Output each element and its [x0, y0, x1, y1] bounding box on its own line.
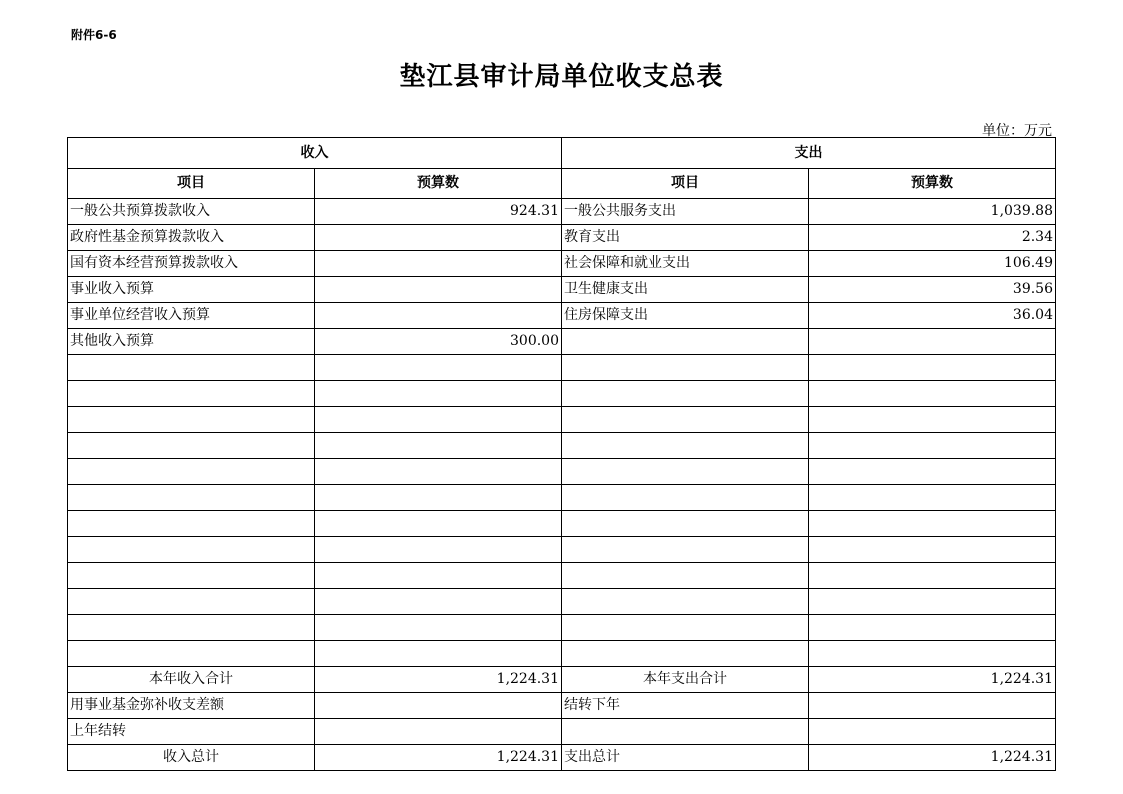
year-total-row: [68, 667, 1056, 693]
expense-item-cell: [562, 615, 809, 641]
income-amount-cell: [315, 277, 562, 303]
income-item-cell: 事业收入预算: [68, 277, 315, 303]
expense-amount-cell: 1,039.88: [809, 199, 1056, 225]
income-amount-cell: [315, 563, 562, 589]
last-year-value: [315, 719, 562, 745]
expense-item-cell: 教育支出: [562, 225, 809, 251]
income-amount-cell: [315, 225, 562, 251]
expense-amount-cell: [809, 511, 1056, 537]
expense-item-header: 项目: [562, 169, 809, 199]
expense-item-cell: 一般公共服务支出: [562, 199, 809, 225]
income-amount-cell: [315, 537, 562, 563]
expense-item-cell: [562, 459, 809, 485]
expense-amount-cell: [809, 355, 1056, 381]
expense-item-cell: [562, 589, 809, 615]
table-row: [68, 459, 1056, 485]
income-item-cell: [68, 433, 315, 459]
expense-item-cell: [562, 355, 809, 381]
expense-item-cell: [562, 537, 809, 563]
expense-item-cell: [562, 381, 809, 407]
income-item-cell: 其他收入预算: [68, 329, 315, 355]
income-grand-total-value: 1,224.31: [315, 745, 562, 771]
expense-item-cell: 社会保障和就业支出: [562, 251, 809, 277]
income-amount-cell: [315, 407, 562, 433]
income-item-cell: [68, 459, 315, 485]
income-amount-cell: [315, 459, 562, 485]
budget-table: [67, 137, 1056, 771]
page-title: 垫江县审计局单位收支总表: [399, 62, 724, 92]
income-section-header: 收入: [68, 138, 562, 169]
income-amount-cell: [315, 433, 562, 459]
expense-amount-cell: [809, 589, 1056, 615]
unit-label: 单位：万元: [982, 123, 1052, 139]
expense-amount-cell: [809, 485, 1056, 511]
expense-amount-cell: [809, 537, 1056, 563]
income-item-cell: 国有资本经营预算拨款收入: [68, 251, 315, 277]
expense-amount-cell: 106.49: [809, 251, 1056, 277]
expense-amount-header: 预算数: [809, 169, 1056, 199]
expense-amount-cell: [809, 407, 1056, 433]
expense-grand-total-value: 1,224.31: [809, 745, 1056, 771]
expense-item-cell: [562, 433, 809, 459]
table-row: [68, 563, 1056, 589]
table-row: [68, 251, 1056, 277]
year-expense-total-label: 本年支出合计: [562, 667, 809, 693]
table-row: [68, 511, 1056, 537]
income-grand-total-label: 收入总计: [68, 745, 315, 771]
last-year-row: [68, 719, 1056, 745]
income-amount-cell: [315, 641, 562, 667]
expense-amount-cell: [809, 381, 1056, 407]
income-amount-cell: [315, 355, 562, 381]
grand-total-row: [68, 745, 1056, 771]
income-item-cell: 事业单位经营收入预算: [68, 303, 315, 329]
table-row: [68, 433, 1056, 459]
table-row: [68, 615, 1056, 641]
income-amount-cell: [315, 303, 562, 329]
expense-item-cell: 卫生健康支出: [562, 277, 809, 303]
table-row: [68, 225, 1056, 251]
income-item-cell: [68, 589, 315, 615]
expense-item-cell: 住房保障支出: [562, 303, 809, 329]
income-amount-cell: 924.31: [315, 199, 562, 225]
income-item-cell: 一般公共预算拨款收入: [68, 199, 315, 225]
table-row: [68, 589, 1056, 615]
income-item-cell: [68, 485, 315, 511]
expense-item-cell: [562, 641, 809, 667]
expense-item-cell: [562, 563, 809, 589]
income-amount-cell: [315, 589, 562, 615]
income-item-cell: [68, 355, 315, 381]
income-item-cell: [68, 381, 315, 407]
attachment-label: 附件6-6: [71, 28, 117, 42]
table-row: [68, 407, 1056, 433]
income-amount-cell: [315, 511, 562, 537]
table-row: [68, 355, 1056, 381]
expense-amount-cell: 36.04: [809, 303, 1056, 329]
last-year-label: 上年结转: [68, 719, 315, 745]
expense-amount-cell: [809, 615, 1056, 641]
expense-amount-cell: [809, 459, 1056, 485]
income-item-cell: [68, 641, 315, 667]
income-item-cell: [68, 511, 315, 537]
column-header-row: [68, 169, 1056, 199]
carry-next-value: [809, 693, 1056, 719]
income-item-cell: [68, 615, 315, 641]
year-income-total-label: 本年收入合计: [68, 667, 315, 693]
table-row: [68, 485, 1056, 511]
income-item-cell: 政府性基金预算拨款收入: [68, 225, 315, 251]
expense-amount-cell: 39.56: [809, 277, 1056, 303]
income-amount-cell: [315, 485, 562, 511]
expense-item-cell: [562, 511, 809, 537]
income-amount-cell: [315, 615, 562, 641]
table-row: [68, 329, 1056, 355]
table-row: [68, 537, 1056, 563]
empty-cell: [809, 719, 1056, 745]
carry-next-label: 结转下年: [562, 693, 809, 719]
fund-value: [315, 693, 562, 719]
income-item-cell: [68, 563, 315, 589]
income-amount-cell: [315, 381, 562, 407]
table-row: [68, 303, 1056, 329]
year-income-total-value: 1,224.31: [315, 667, 562, 693]
expense-amount-cell: [809, 563, 1056, 589]
table-row: [68, 277, 1056, 303]
income-item-cell: [68, 407, 315, 433]
expense-section-header: 支出: [562, 138, 1056, 169]
table-row: [68, 641, 1056, 667]
fund-label: 用事业基金弥补收支差额: [68, 693, 315, 719]
expense-amount-cell: [809, 433, 1056, 459]
expense-amount-cell: [809, 641, 1056, 667]
section-header-row: [68, 138, 1056, 169]
expense-amount-cell: [809, 329, 1056, 355]
table-row: [68, 381, 1056, 407]
income-item-cell: [68, 537, 315, 563]
income-amount-cell: [315, 251, 562, 277]
expense-grand-total-label: 支出总计: [562, 745, 809, 771]
expense-amount-cell: 2.34: [809, 225, 1056, 251]
income-amount-header: 预算数: [315, 169, 562, 199]
table-row: [68, 199, 1056, 225]
income-item-header: 项目: [68, 169, 315, 199]
fund-row: [68, 693, 1056, 719]
expense-item-cell: [562, 485, 809, 511]
expense-item-cell: [562, 329, 809, 355]
year-expense-total-value: 1,224.31: [809, 667, 1056, 693]
empty-cell: [562, 719, 809, 745]
expense-item-cell: [562, 407, 809, 433]
income-amount-cell: 300.00: [315, 329, 562, 355]
